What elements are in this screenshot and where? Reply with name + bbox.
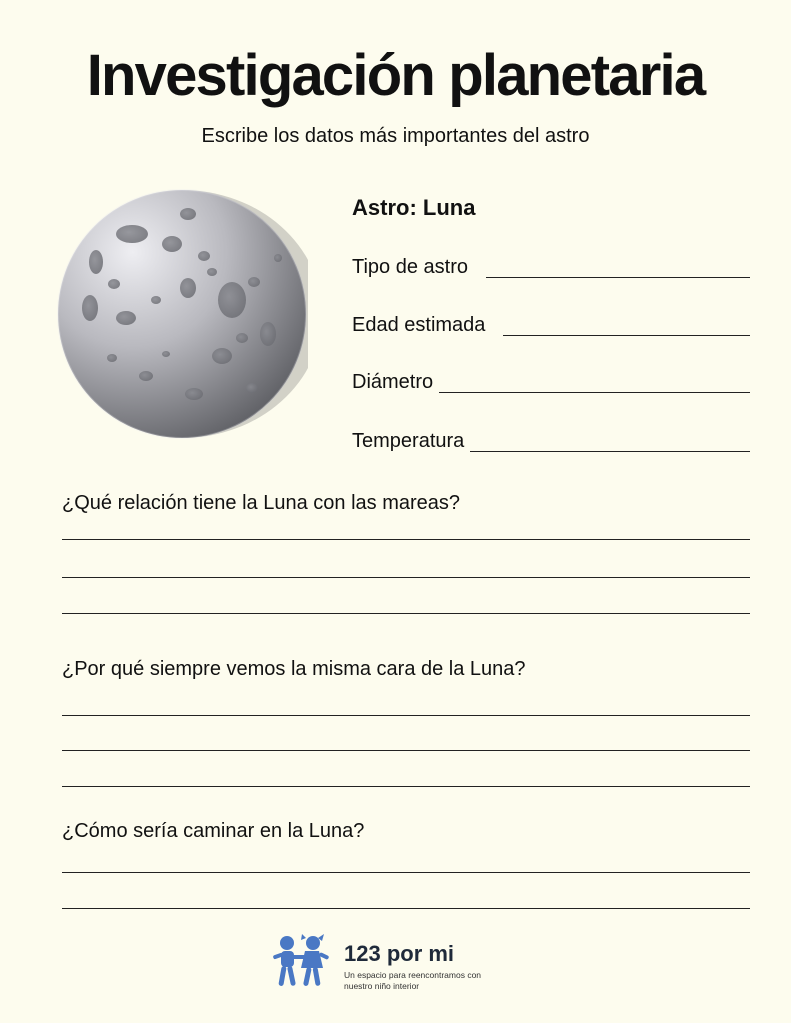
- question-2: ¿Por qué siempre vemos la misma cara de la Luna?: [62, 658, 526, 680]
- field-label: Edad estimada: [352, 314, 486, 336]
- answer-line[interactable]: [62, 908, 750, 909]
- field-label: Temperatura: [352, 430, 465, 452]
- answer-line[interactable]: [62, 872, 750, 873]
- question-1: ¿Qué relación tiene la Luna con las mareas?: [62, 492, 461, 514]
- answer-line[interactable]: [62, 786, 750, 787]
- answer-line[interactable]: [503, 335, 750, 336]
- field-label: Diámetro: [352, 371, 434, 393]
- page-title: Investigación planetaria: [86, 43, 705, 108]
- answer-line[interactable]: [62, 539, 750, 540]
- field-label: Tipo de astro: [352, 256, 468, 278]
- question-3: ¿Cómo sería caminar en la Luna?: [62, 820, 365, 842]
- footer-brand: [266, 930, 546, 994]
- answer-line[interactable]: [62, 715, 750, 716]
- kids-logo-icon: [272, 934, 330, 990]
- page-subtitle: Escribe los datos más importantes del astro: [201, 125, 590, 147]
- answer-line[interactable]: [486, 277, 750, 278]
- field-diametro: [352, 363, 750, 395]
- answer-line[interactable]: [62, 577, 750, 578]
- brand-tagline: Un espacio para reencontramos con nuestro niño interior: [344, 970, 482, 991]
- moon-icon: [56, 188, 308, 440]
- answer-line[interactable]: [470, 451, 750, 452]
- astro-name: Astro: Luna: [352, 195, 476, 220]
- answer-line[interactable]: [62, 750, 750, 751]
- answer-line[interactable]: [439, 392, 750, 393]
- field-edad-estimada: [352, 306, 750, 338]
- brand-name: 123 por mi: [344, 941, 455, 966]
- answer-line[interactable]: [62, 613, 750, 614]
- field-temperatura: [352, 422, 750, 454]
- field-tipo-de-astro: [352, 248, 750, 280]
